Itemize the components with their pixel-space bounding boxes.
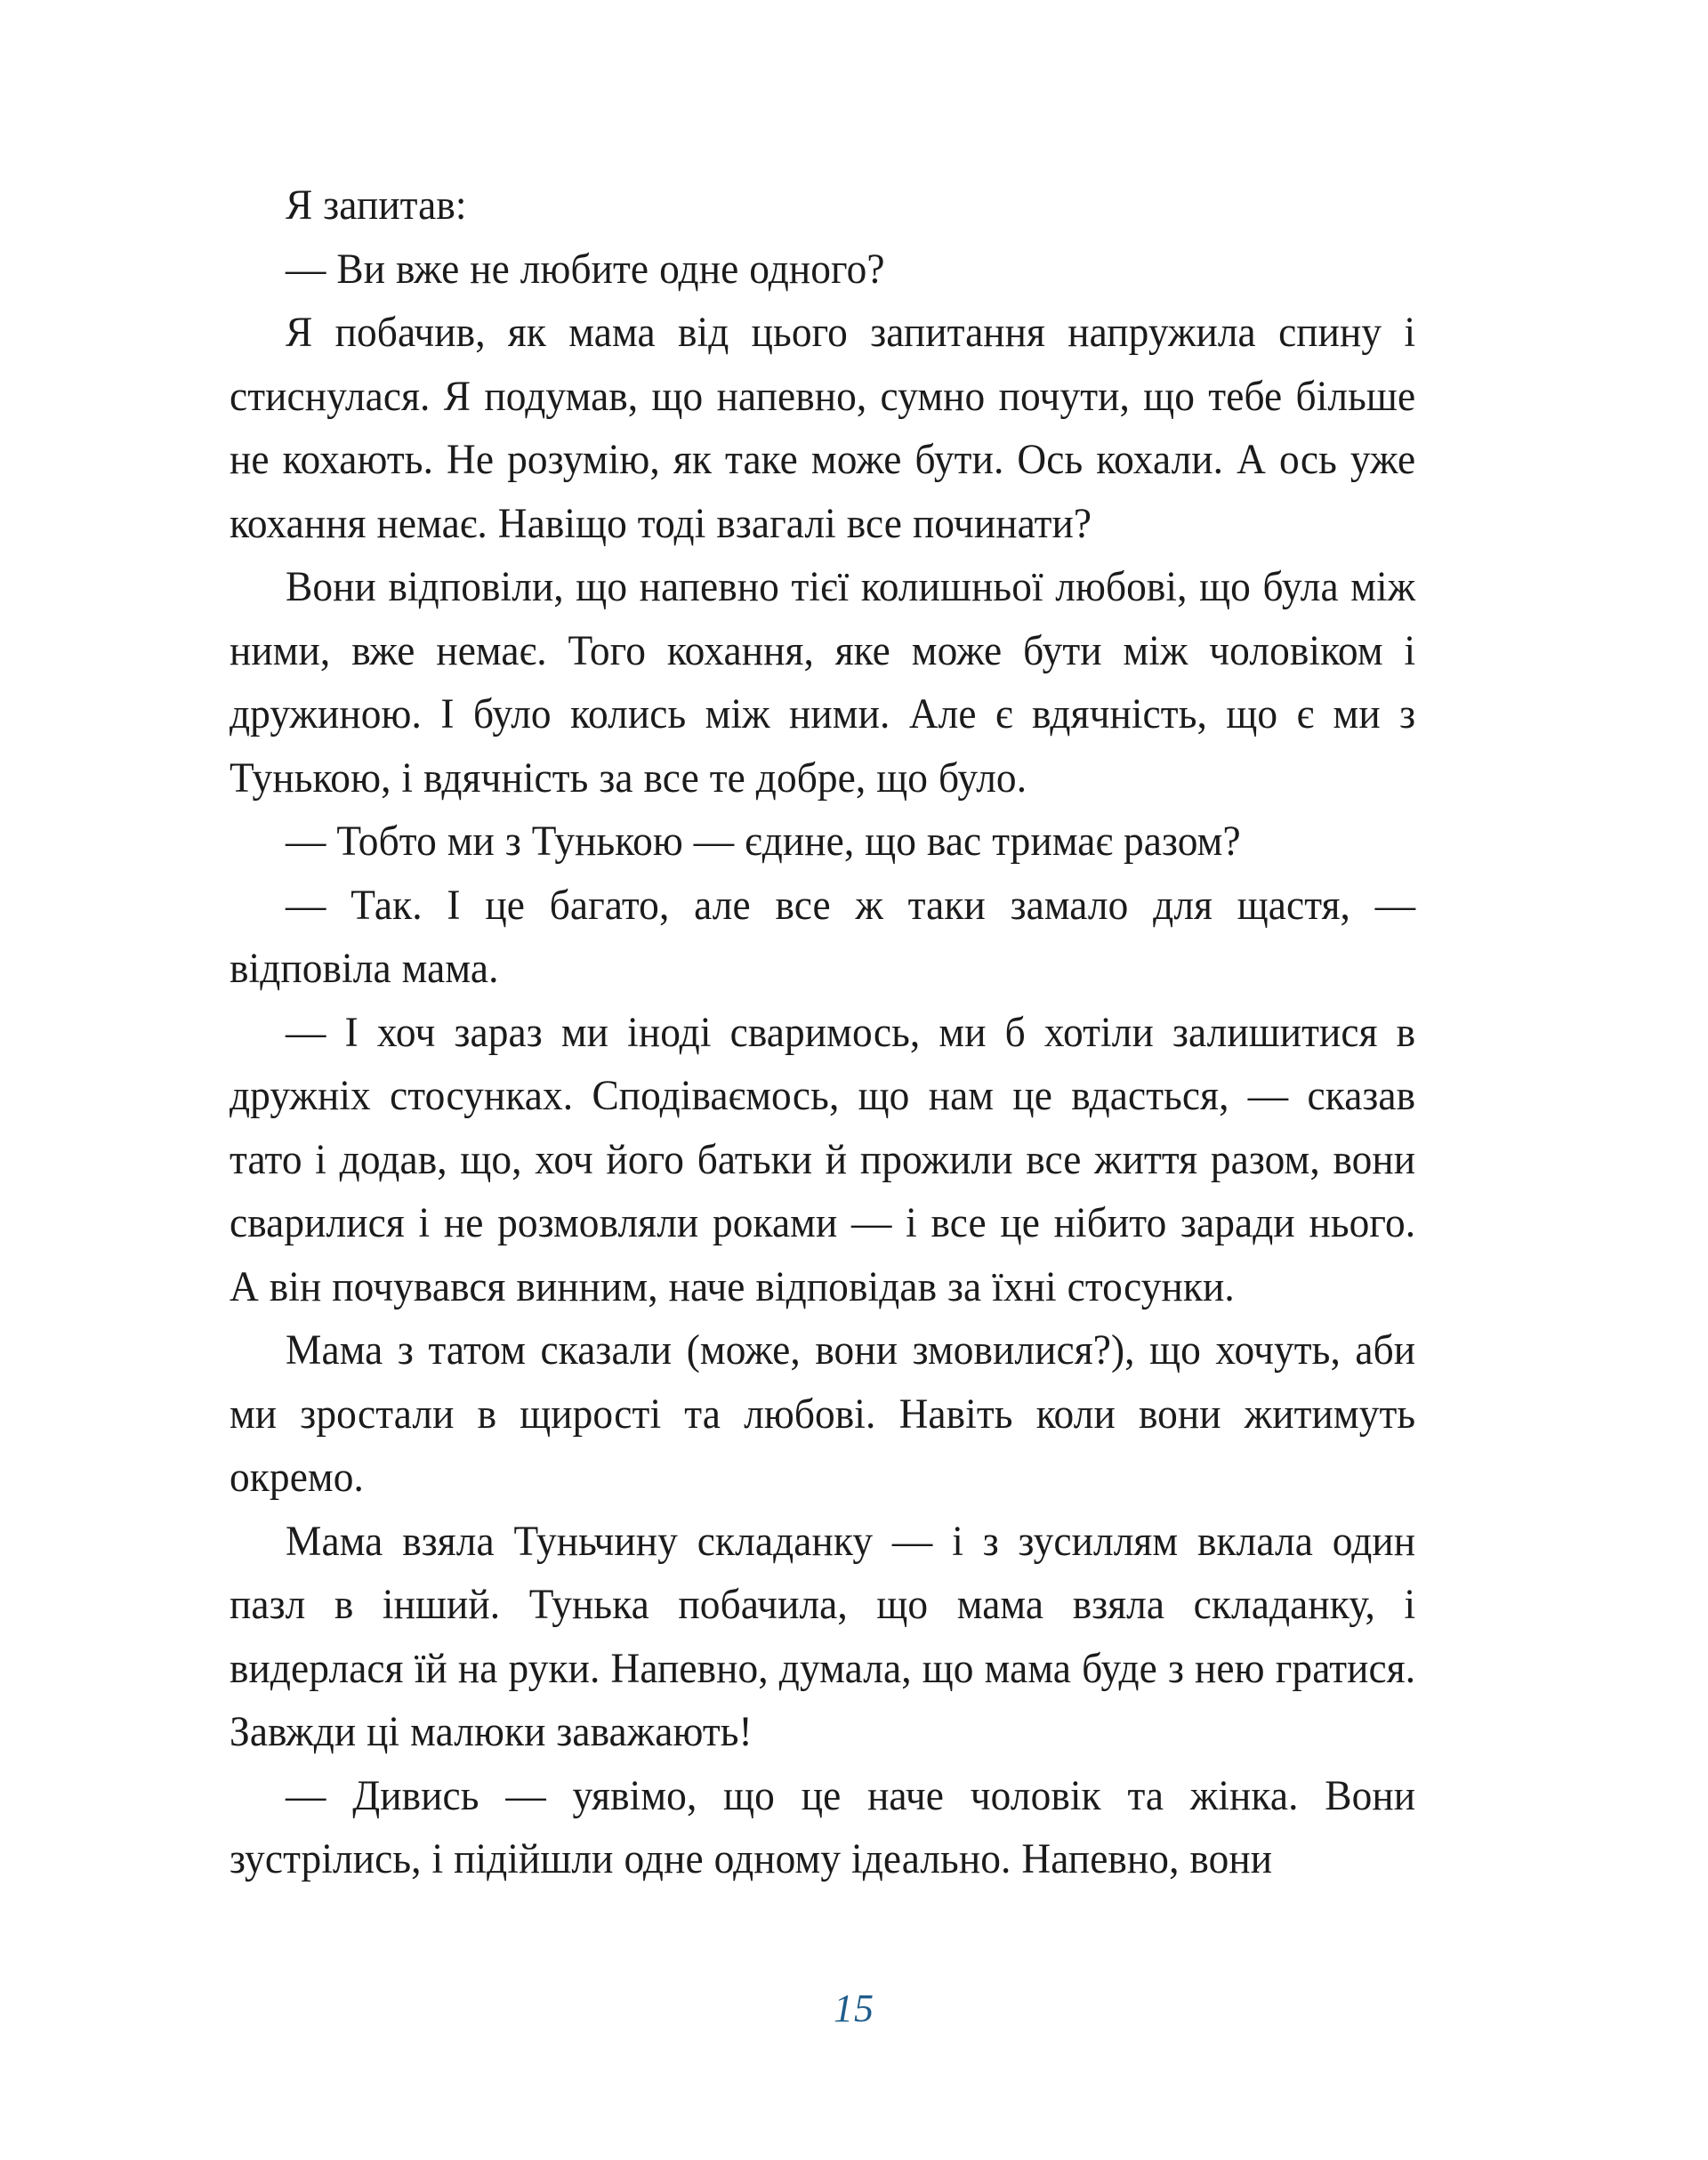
paragraph: Я запитав: <box>286 182 467 229</box>
paragraph: Вони відповіли, що напевно тієї колишньої любові, що була між ними, вже немає. Того кохання, яке може бути між чоловіком і дружиною. І було колись між ними. Але є вдячність, що є ми з Тунькою, і вдячність за все те добре, що було. <box>230 564 1416 802</box>
page-number: 15 <box>834 1987 874 2030</box>
paragraph: Мама з татом сказали (може, вони змовилися?), що хочуть, аби ми зростали в щирості та любові. Навіть коли вони житимуть окремо. <box>230 1327 1416 1501</box>
paragraph: Я побачив, як мама від цього запитання напружила спину і стиснулася. Я подумав, що напевно, сумно почути, що тебе більше не кохають. Не розумію, як таке може бути. Ось кохали. А ось уже кохання немає. Навіщо тоді взагалі все починати? <box>230 310 1416 547</box>
page-text-column <box>230 174 1471 1892</box>
paragraph: Мама взяла Туньчину складанку — і з зусиллям вклала один пазл в інший. Тунька побачила, що мама взяла складанку, і видерлася їй на руки. Напевно, думала, що мама буде з нею гратися. Завжди ці малюки заважають! <box>230 1518 1416 1755</box>
paragraph: — І хоч зараз ми іноді сваримось, ми б хотіли залишитися в дружніх стосунках. Сподіваємось, що нам це вдасться, — сказав тато і додав, що, хоч його батьки й прожили все життя разом, вони сварилися і не розмовляли роками — і все це нібито заради нього. А він почувався винним, наче відповідав за їхні стосунки. <box>230 1009 1416 1310</box>
paragraph: — Так. І це багато, але все ж таки замало для щастя, — відповіла мама. <box>230 882 1416 992</box>
paragraph: — Ви вже не любите одне одного? <box>286 246 885 293</box>
paragraph: — Дивись — уявімо, що це наче чоловік та жінка. Вони зустрілись, і підійшли одне одному ідеально. Напевно, вони <box>230 1772 1416 1882</box>
paragraph: — Тобто ми з Тунькою — єдине, що вас тримає разом? <box>286 818 1241 865</box>
